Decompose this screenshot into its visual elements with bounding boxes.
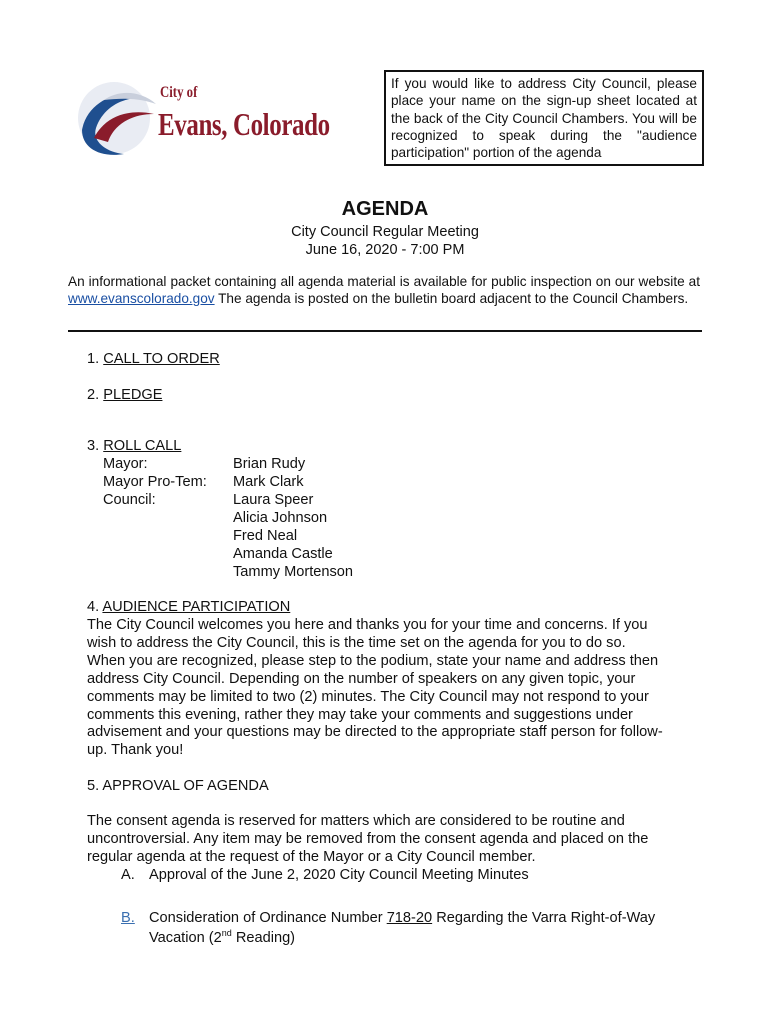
item-text: Regarding the Varra Right-of-Way xyxy=(432,910,656,926)
paragraph-line: address City Council. Depending on the number of speakers on any given topic, your xyxy=(87,670,636,687)
paragraph-line: comments may be limited to two (2) minutes. The City Council may not respond to your xyxy=(87,688,649,705)
council-member: Amanda Castle xyxy=(233,546,333,562)
consent-paragraph xyxy=(87,813,687,867)
council-member: Alicia Johnson xyxy=(233,510,328,526)
info-paragraph xyxy=(68,273,700,307)
ordinance-number: 718-20 xyxy=(386,910,433,926)
protem-label: Mayor Pro-Tem: xyxy=(103,474,207,490)
council-member: Fred Neal xyxy=(233,528,298,544)
info-text-end: The agenda is posted on the bulletin board adjacent to the Council Chambers. xyxy=(214,291,689,306)
item-audience-participation xyxy=(87,599,290,615)
paragraph-line: up. Thank you! xyxy=(87,742,184,759)
mayor-name: Brian Rudy xyxy=(233,456,306,472)
item-text: Reading) xyxy=(231,929,296,946)
paragraph-line: advisement and your questions may be directed to the appropriate staff person for follow- xyxy=(87,724,663,741)
paragraph-line: wish to address the City Council, this is the time set on the agenda for you to do so. xyxy=(87,634,626,651)
agenda-title: AGENDA xyxy=(341,198,429,220)
item-number: 1. xyxy=(87,351,104,367)
item-number: 4. xyxy=(87,599,103,615)
item-call-to-order xyxy=(87,351,220,367)
swoosh-logo-icon xyxy=(74,78,164,160)
item-heading: ROLL CALL xyxy=(103,438,182,454)
paragraph-line: regular agenda at the request of the Mayor or a City Council member. xyxy=(87,848,536,865)
notice-box: If you would like to address City Council, please place your name on the sign-up sheet located at the back of the City Council Chambers. You will be recognized to speak during the "audience participation" portion of the agenda xyxy=(384,70,704,166)
item-pledge xyxy=(87,387,162,403)
paragraph-line: The consent agenda is reserved for matters which are considered to be routine and xyxy=(87,813,625,829)
item-text: Consideration of Ordinance Number xyxy=(149,910,387,926)
paragraph-line: uncontroversial. Any item may be removed from the consent agenda and placed on the xyxy=(87,830,649,847)
paragraph-line: The City Council welcomes you here and thanks you for your time and concerns. If you xyxy=(87,617,648,633)
item-number: 2. xyxy=(87,387,104,403)
consent-item-b-link[interactable]: B. xyxy=(121,910,135,926)
item-text: Vacation (2 xyxy=(149,929,222,946)
council-member: Tammy Mortenson xyxy=(233,564,354,580)
website-link[interactable]: www.evanscolorado.gov xyxy=(68,291,215,306)
divider xyxy=(68,330,702,332)
protem-name: Mark Clark xyxy=(233,474,304,490)
item-approval-of-agenda: 5. APPROVAL OF AGENDA xyxy=(87,778,269,794)
council-member: Laura Speer xyxy=(233,492,314,508)
item-roll-call xyxy=(87,438,181,454)
superscript: nd xyxy=(221,928,232,938)
audience-paragraph xyxy=(87,617,687,760)
item-heading: PLEDGE xyxy=(103,387,163,403)
mayor-label: Mayor: xyxy=(103,456,148,472)
info-text-start: An informational packet containing all agenda material is available for public inspection on our website at xyxy=(68,274,700,289)
city-logo xyxy=(74,78,334,160)
item-number: 3. xyxy=(87,438,104,454)
paragraph-line: When you are recognized, please step to the podium, state your name and address then xyxy=(87,652,659,669)
item-heading: CALL TO ORDER xyxy=(103,351,220,367)
consent-item-b-line2 xyxy=(149,928,295,946)
meeting-datetime: June 16, 2020 - 7:00 PM xyxy=(305,242,465,258)
logo-city-name: Evans, Colorado xyxy=(158,106,330,142)
item-heading: AUDIENCE PARTICIPATION xyxy=(102,599,291,615)
council-label: Council: xyxy=(103,492,156,508)
meeting-type: City Council Regular Meeting xyxy=(291,224,479,240)
logo-city-of: City of xyxy=(160,84,198,101)
consent-item-a: Approval of the June 2, 2020 City Council Meeting Minutes xyxy=(149,867,529,883)
paragraph-line: comments this evening, rather they may take your comments and suggestions under xyxy=(87,706,633,723)
consent-item-b xyxy=(149,910,655,926)
consent-item-a-letter: A. xyxy=(121,867,135,883)
